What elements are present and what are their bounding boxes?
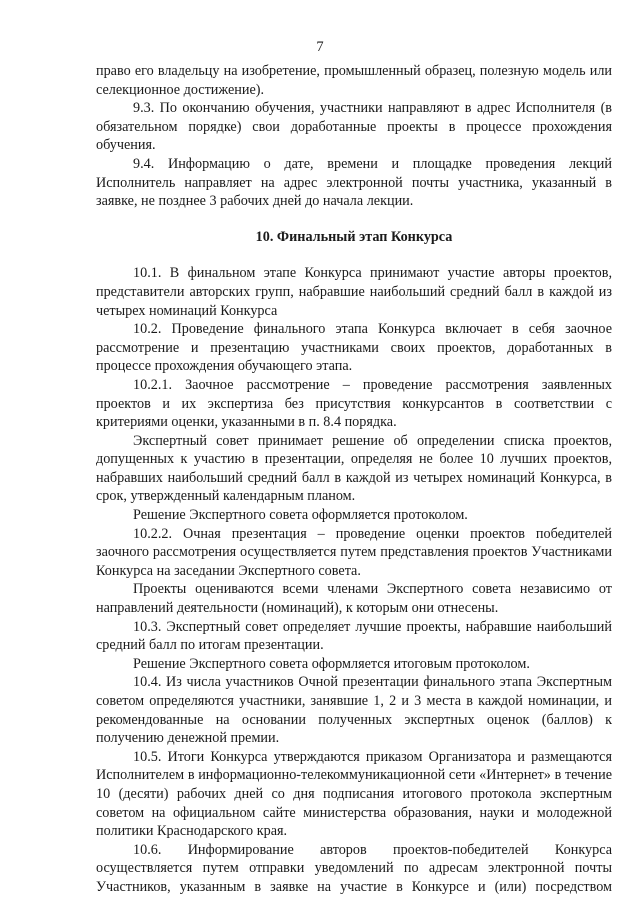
document-body (96, 62, 612, 897)
paragraph: право его владельцу на изобретение, промышленный образец, полезную модель или селекционное достижение). (96, 63, 612, 98)
paragraph: 9.3. По окончанию обучения, участники направляют в адрес Исполнителя (в обязательном порядке) свои доработанные проекты в процессе прохождения обучения. (96, 100, 612, 154)
paragraph: 10.2.2. Очная презентация – проведение оценки проектов победителей заочного рассмотрения осуществляется путем представления проектов Участниками Конкурса на заседании Экспертного совета. (96, 525, 612, 579)
paragraph: Проекты оцениваются всеми членами Экспертного совета независимо от направлений деятельности (номинаций), к которым они отнесены. (96, 581, 612, 617)
page-number: 7 (316, 39, 324, 55)
paragraph: 10.3. Экспертный совет определяет лучшие проекты, набравшие наибольший средний балл по итогам презентации. (96, 618, 612, 654)
paragraph: 10.5. Итоги Конкурса утверждаются приказом Организатора и размещаются Исполнителем в информационно-телекоммуникационной сети «Интернет» в течение 10 (десяти) рабочих дней со дня подписания итогового протокола экспертным советом на официальном сайте министерства образования, науки и молодежной политики Краснодарского края. (96, 748, 612, 840)
paragraph: 10.2. Проведение финального этапа Конкурса включает в себя заочное рассмотрение и презентацию участниками своих проектов, доработанных в процессе прохождения обучающего этапа. (96, 321, 612, 375)
paragraph: Решение Экспертного совета оформляется протоколом. (133, 507, 468, 524)
paragraph: Экспертный совет принимает решение об определении списка проектов, допущенных к участию в презентации, определяя не более 10 лучших проектов, набравших наибольший средний балл в каждой из четырех номинаций Конкурса, в срок, утвержденный календарным планом. (96, 432, 612, 505)
section-heading: 10. Финальный этап Конкурса (255, 228, 453, 245)
paragraph: Решение Экспертного совета оформляется итоговым протоколом. (133, 655, 530, 672)
paragraph: 9.4. Информацию о дате, времени и площадке проведения лекций Исполнитель направляет на адрес электронной почты участника, указанный в заявке, не позднее 3 рабочих дней до начала лекции. (96, 155, 612, 210)
paragraph: 10.6. Информирование авторов проектов-победителей Конкурса осуществляется путем отправки уведомлений по адресам электронной почты Участников, указанным в заявке на участие в Конкурсе и (или) посредством (96, 841, 612, 895)
paragraph: 10.1. В финальном этапе Конкурса принимают участие авторы проектов, представители авторских групп, набравшие наибольший средний балл в каждой из четырех номинаций Конкурса (96, 265, 612, 319)
paragraph: 10.4. Из числа участников Очной презентации финального этапа Экспертным советом определяются участники, занявшие 1, 2 и 3 места в каждой номинации, и рекомендованные на основании полученных экспертных оценок (баллов) к получению денежной премии. (96, 674, 612, 747)
paragraph: 10.2.1. Заочное рассмотрение – проведение рассмотрения заявленных проектов и их экспертиза без присутствия конкурсантов в соответствии с критериями оценки, указанными в п. 8.4 порядка. (96, 376, 612, 431)
